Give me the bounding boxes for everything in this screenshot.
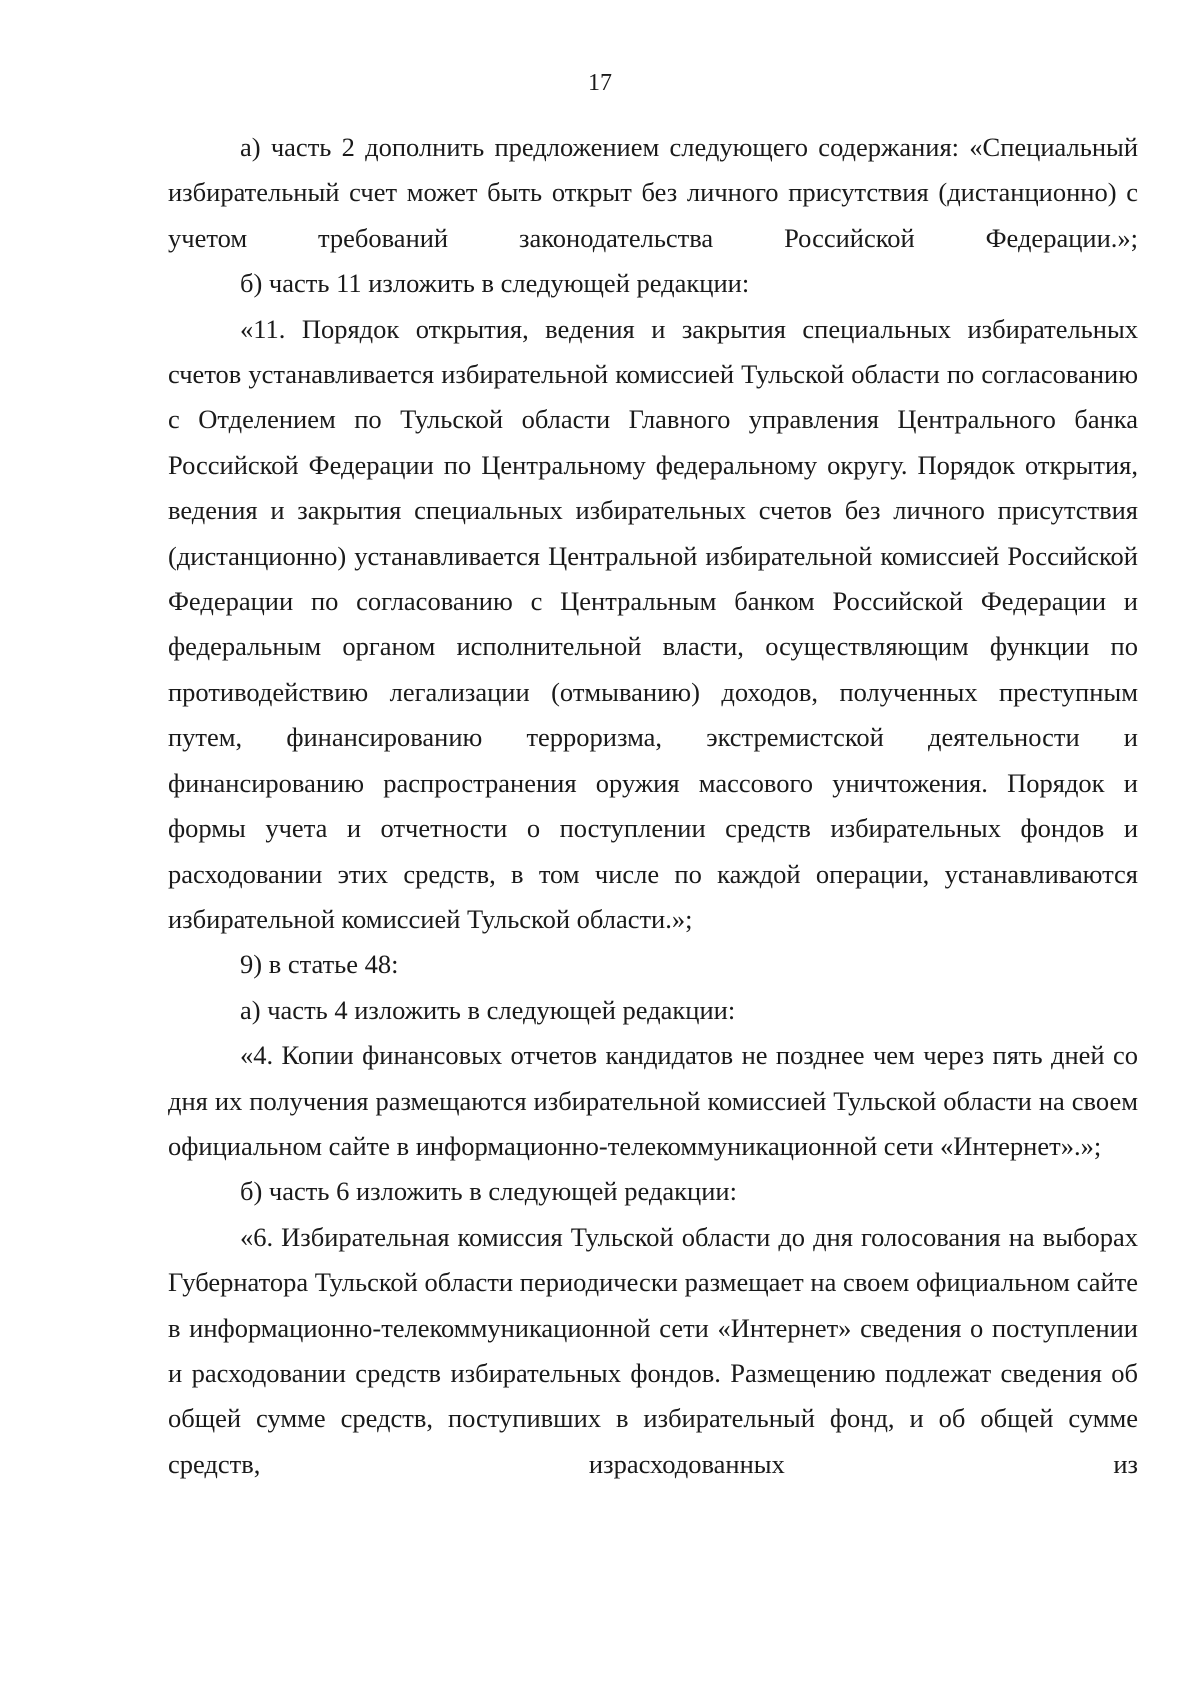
paragraph-part11-text: «11. Порядок открытия, ведения и закрытия специальных избирательных счетов устанавливается избирательной комиссией Тульской области по согласованию с Отделением по Тульской области Главного управления Центрального банка Российской Федерации по Центральному федеральному округу. Порядок открытия, ведения и закрытия специальных избирательных счетов без личного присутствия (дистанционно) устанавливается Центральной избирательной комиссией Российской Федерации по согласованию с Центральным банком Российской Федерации и федеральным органом исполнительной власти, осуществляющим функции по противодействию легализации (отмыванию) доходов, полученных преступным путем, финансированию терроризма, экстремистской деятельности и финансированию распространения оружия массового уничтожения. Порядок и формы учета и отчетности о поступлении средств избирательных фондов и расходовании этих средств, в том числе по каждой операции, устанавливаются избирательной комиссией Тульской области.»;	[168, 313, 1138, 934]
paragraph-part6-instruction: б) часть 6 изложить в следующей редакции:	[240, 1176, 737, 1207]
page-body	[168, 125, 1138, 1487]
paragraph-part4-text: «4. Копии финансовых отчетов кандидатов не позднее чем через пять дней со дня их получения размещаются избирательной комиссией Тульской области на своем официальном сайте в информационно-телекоммуникационной сети «Интернет».»;	[168, 1040, 1138, 1161]
paragraph-part4-instruction: а) часть 4 изложить в следующей редакции:	[240, 994, 736, 1025]
paragraph-part2-addition: а) часть 2 дополнить предложением следующего содержания: «Специальный избирательный счет может быть открыт без личного присутствия (дистанционно) с учетом требований законодательства Российской Федерации.»;	[168, 132, 1138, 253]
paragraph-part11-instruction: б) часть 11 изложить в следующей редакции:	[240, 268, 750, 299]
page-number: 17	[588, 70, 612, 96]
paragraph-article48-heading: 9) в статье 48:	[240, 949, 399, 980]
paragraph-part6-text: «6. Избирательная комиссия Тульской области до дня голосования на выборах Губернатора Тульской области периодически размещает на своем официальном сайте в информационно-телекоммуникационной сети «Интернет» сведения о поступлении и расходовании средств избирательных фондов. Размещению подлежат сведения об общей сумме средств, поступивших в избирательный фонд, и об общей сумме средств, израсходованных из	[168, 1221, 1138, 1479]
